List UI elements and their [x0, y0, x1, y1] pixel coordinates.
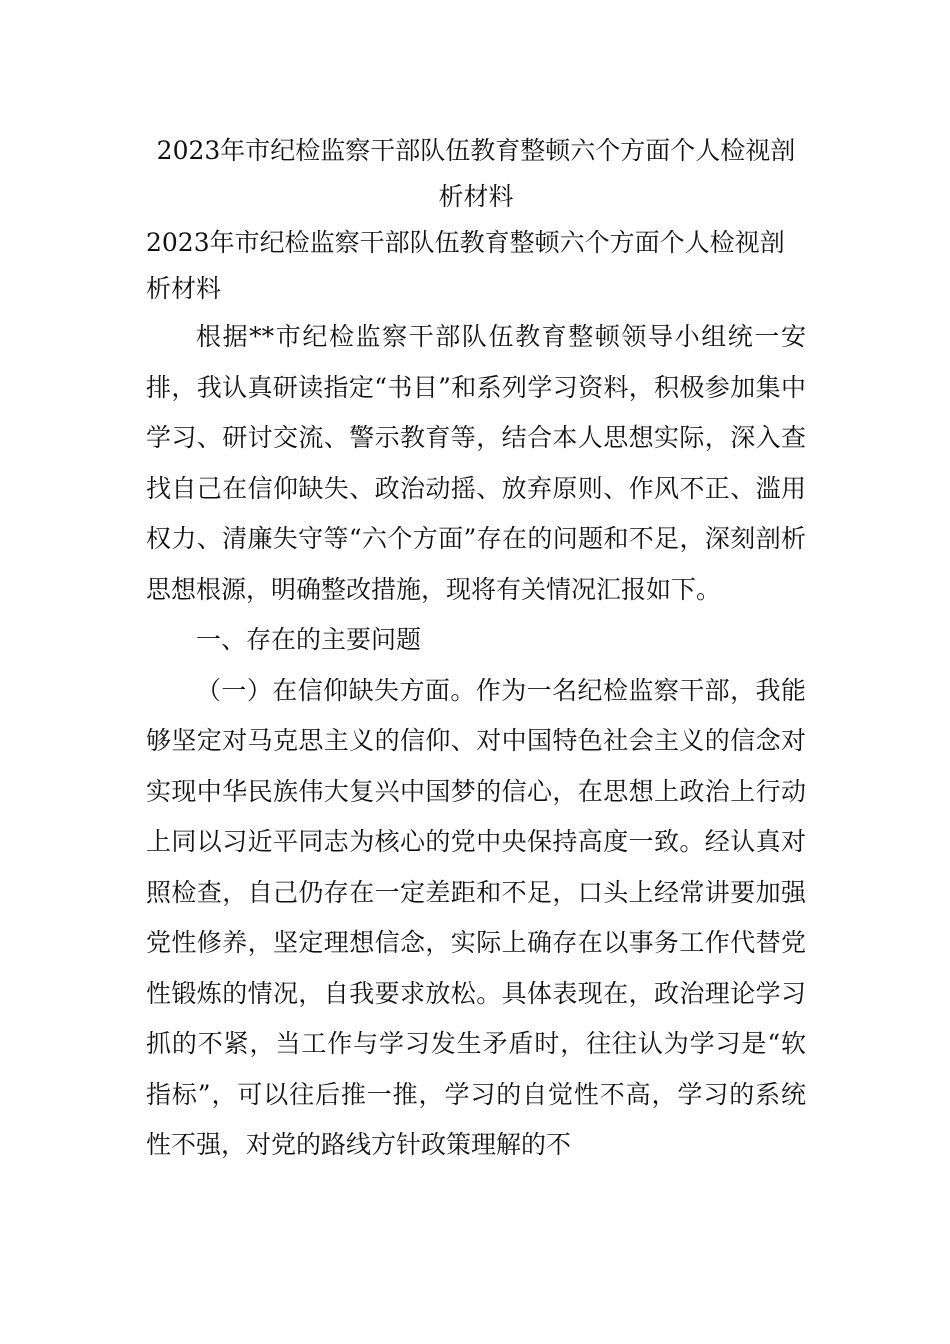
- section-1-paragraph: （一）在信仰缺失方面。作为一名纪检监察干部，我能够坚定对马克思主义的信仰、对中国特色社会主义的信念对实现中华民族伟大复兴中国梦的信心，在思想上政治上行动上同以习近平同志为核心的党中央保持高度一致。经认真对照检查，自己仍存在一定差距和不足，口头上经常讲要加强党性修养，坚定理想信念，实际上确存在以事务工作代替党性锻炼的情况，自我要求放松。具体表现在，政治理论学习抓的不紧，当工作与学习发生矛盾时，往往认为学习是“软指标”，可以往后推一推，学习的自觉性不高，学习的系统性不强，对党的路线方针政策理解的不: [146, 675, 806, 1159]
- document-title: 2023年市纪检监察干部队伍教育整顿六个方面个人检视剖析材料: [156, 136, 796, 211]
- section-heading: 一、存在的主要问题: [196, 625, 422, 654]
- document-subtitle: 2023年市纪检监察干部队伍教育整顿六个方面个人检视剖析材料: [146, 228, 785, 303]
- document-body: [146, 128, 806, 1171]
- intro-paragraph: 根据**市纪检监察干部队伍教育整顿领导小组统一安排，我认真研读指定“书目”和系列学习资料，积极参加集中学习、研讨交流、警示教育等，结合本人思想实际，深入查找自己在信仰缺失、政治动摇、放弃原则、作风不正、滥用权力、清廉失守等“六个方面”存在的问题和不足，深刻剖析思想根源，明确整改措施，现将有关情况汇报如下。: [146, 322, 806, 604]
